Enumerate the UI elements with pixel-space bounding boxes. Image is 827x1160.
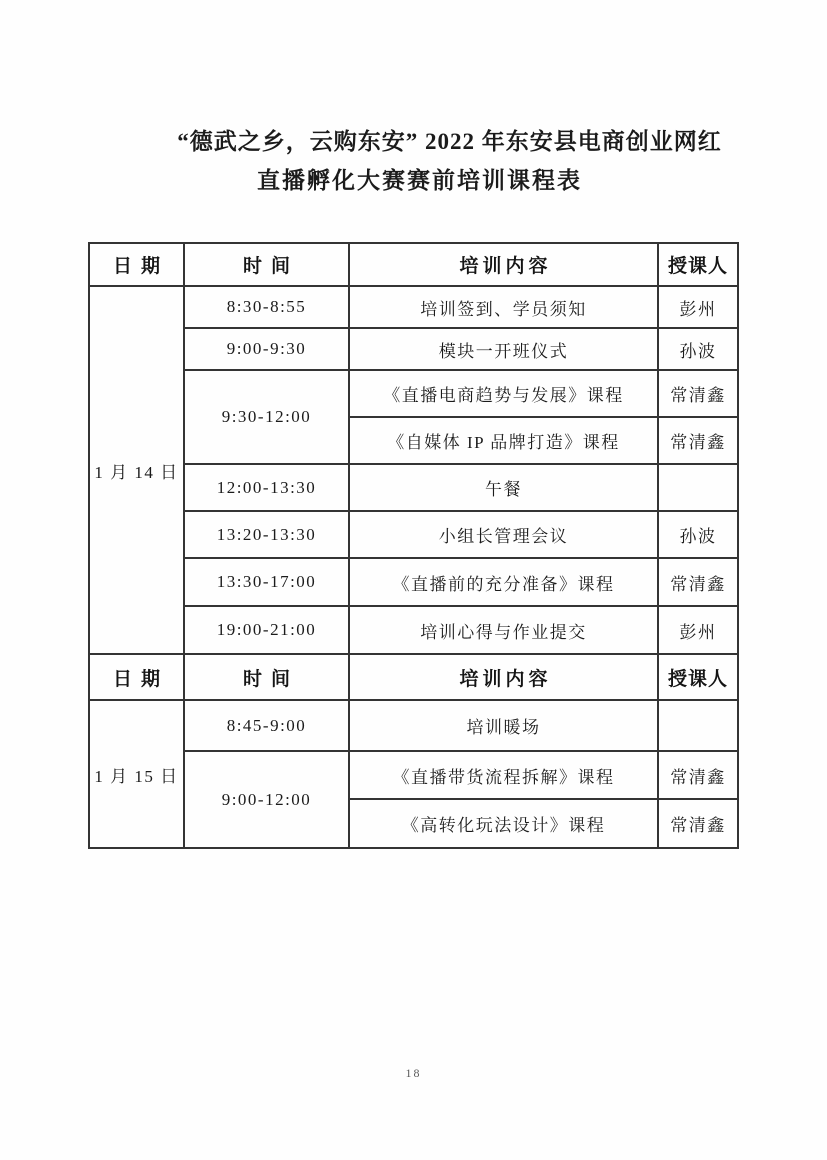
- cell-instructor: [658, 464, 738, 511]
- cell-instructor: 常清鑫: [658, 558, 738, 606]
- cell-instructor: 彭州: [658, 606, 738, 654]
- title-line-1: “德武之乡，云购东安” 2022 年东安县电商创业网红: [177, 129, 722, 154]
- table-header-row-day2: [89, 654, 738, 700]
- table-row: [89, 700, 738, 751]
- cell-time: 12:00-13:30: [184, 464, 349, 511]
- training-schedule-table: [88, 242, 739, 849]
- cell-time-merged: 9:00-12:00: [184, 751, 349, 848]
- header-cell-date: 日期: [89, 654, 184, 700]
- cell-instructor: 彭州: [658, 286, 738, 328]
- header-cell-content: 培训内容: [349, 243, 658, 286]
- cell-content: 《直播前的充分准备》课程: [349, 558, 658, 606]
- header-cell-time: 时间: [184, 243, 349, 286]
- page-number: 18: [405, 1066, 422, 1080]
- cell-date-day2: 1 月 15 日: [89, 700, 184, 848]
- header-cell-content: 培训内容: [349, 654, 658, 700]
- cell-content: 《高转化玩法设计》课程: [349, 799, 658, 848]
- table-row: [89, 558, 738, 606]
- header-cell-instructor: 授课人: [658, 654, 738, 700]
- table-row: [89, 751, 738, 799]
- cell-content: 《直播电商趋势与发展》课程: [349, 370, 658, 417]
- table-header-row-day1: [89, 243, 738, 286]
- header-cell-instructor: 授课人: [658, 243, 738, 286]
- cell-instructor: 常清鑫: [658, 370, 738, 417]
- cell-instructor: 孙波: [658, 511, 738, 558]
- cell-date-day1: 1 月 14 日: [89, 286, 184, 654]
- cell-content: 小组长管理会议: [349, 511, 658, 558]
- cell-content: 培训签到、学员须知: [349, 286, 658, 328]
- table-row: [89, 370, 738, 417]
- cell-content: 午餐: [349, 464, 658, 511]
- table-row: [89, 511, 738, 558]
- title-line-2: 直播孵化大赛赛前培训课程表: [257, 168, 582, 193]
- document-title: [0, 0, 827, 200]
- cell-instructor: 常清鑫: [658, 417, 738, 464]
- header-cell-time: 时间: [184, 654, 349, 700]
- cell-content: 培训心得与作业提交: [349, 606, 658, 654]
- cell-instructor: 常清鑫: [658, 799, 738, 848]
- table-row: [89, 464, 738, 511]
- header-cell-date: 日期: [89, 243, 184, 286]
- cell-content: 《自媒体 IP 品牌打造》课程: [349, 417, 658, 464]
- cell-time-merged: 9:30-12:00: [184, 370, 349, 464]
- cell-instructor: 常清鑫: [658, 751, 738, 799]
- cell-time: 13:20-13:30: [184, 511, 349, 558]
- table-row: [89, 606, 738, 654]
- cell-time: 19:00-21:00: [184, 606, 349, 654]
- cell-time: 8:45-9:00: [184, 700, 349, 751]
- cell-content: 《直播带货流程拆解》课程: [349, 751, 658, 799]
- cell-time: 9:00-9:30: [184, 328, 349, 370]
- cell-content: 模块一开班仪式: [349, 328, 658, 370]
- cell-instructor: [658, 700, 738, 751]
- cell-content: 培训暖场: [349, 700, 658, 751]
- cell-instructor: 孙波: [658, 328, 738, 370]
- table-row: [89, 286, 738, 328]
- cell-time: 8:30-8:55: [184, 286, 349, 328]
- table-row: [89, 328, 738, 370]
- cell-time: 13:30-17:00: [184, 558, 349, 606]
